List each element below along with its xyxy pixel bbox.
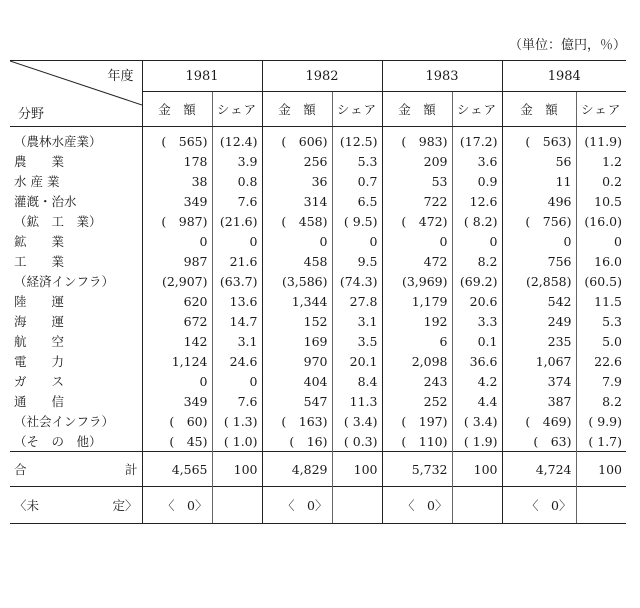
amount-cell: 970 <box>262 351 332 371</box>
amount-cell: ( 45) <box>142 431 212 452</box>
amount-cell: 314 <box>262 191 332 211</box>
share-cell: (60.5) <box>576 271 626 291</box>
amount-cell: 404 <box>262 371 332 391</box>
share-cell: 0 <box>576 231 626 251</box>
amount-header: 金 額 <box>262 92 332 127</box>
row-label: ガ ス <box>14 374 65 389</box>
amount-cell: 209 <box>382 151 452 171</box>
share-cell: (12.5) <box>332 127 382 152</box>
row-label: （社会インフラ） <box>14 414 115 429</box>
amount-cell: 472 <box>382 251 452 271</box>
amount-cell: ( 110) <box>382 431 452 452</box>
share-cell: 0 <box>212 231 262 251</box>
table-row <box>10 211 626 231</box>
amount-cell: 0 <box>142 231 212 251</box>
share-header: シェア <box>212 92 262 127</box>
share-cell: 0.8 <box>212 171 262 191</box>
row-label: 陸 運 <box>14 294 65 309</box>
amount-cell: 〈 0〉 <box>142 487 212 524</box>
amount-cell: 53 <box>382 171 452 191</box>
amount-header: 金 額 <box>382 92 452 127</box>
table-row <box>10 191 626 211</box>
amount-cell: 152 <box>262 311 332 331</box>
share-cell: 0 <box>332 231 382 251</box>
share-cell: ( 0.3) <box>332 431 382 452</box>
share-cell: 3.9 <box>212 151 262 171</box>
share-cell <box>452 487 502 524</box>
table-row <box>10 127 626 152</box>
amount-cell: 672 <box>142 311 212 331</box>
unit-note: （単位：億円，％） <box>508 38 626 53</box>
share-cell: (63.7) <box>212 271 262 291</box>
amount-cell: ( 469) <box>502 411 576 431</box>
share-cell: (11.9) <box>576 127 626 152</box>
amount-cell: 38 <box>142 171 212 191</box>
share-cell: 0 <box>452 231 502 251</box>
corner-header-cell <box>10 61 142 127</box>
share-cell: 5.0 <box>576 331 626 351</box>
year-header: 1984 <box>502 61 626 92</box>
amount-cell: ( 458) <box>262 211 332 231</box>
share-cell: 14.7 <box>212 311 262 331</box>
share-cell: 27.8 <box>332 291 382 311</box>
amount-cell: (3,969) <box>382 271 452 291</box>
share-cell: 3.3 <box>452 311 502 331</box>
amount-cell: ( 60) <box>142 411 212 431</box>
share-cell: 7.9 <box>576 371 626 391</box>
amount-cell: 142 <box>142 331 212 351</box>
share-cell: 0.1 <box>452 331 502 351</box>
amount-cell: 987 <box>142 251 212 271</box>
row-label: 灌漑・治水 <box>14 194 77 209</box>
share-cell: 16.0 <box>576 251 626 271</box>
share-cell: (74.3) <box>332 271 382 291</box>
undecided-label-left: 〈未 <box>14 498 40 513</box>
undecided-row <box>10 487 626 524</box>
table-row <box>10 431 626 452</box>
share-cell: 5.3 <box>576 311 626 331</box>
table-row <box>10 251 626 271</box>
amount-cell: ( 63) <box>502 431 576 452</box>
share-cell: 8.2 <box>576 391 626 411</box>
field-axis-label: 分野 <box>18 107 45 122</box>
share-cell: ( 1.3) <box>212 411 262 431</box>
share-cell: 8.4 <box>332 371 382 391</box>
table-row <box>10 291 626 311</box>
share-cell: 1.2 <box>576 151 626 171</box>
year-header: 1981 <box>142 61 262 92</box>
amount-cell: ( 16) <box>262 431 332 452</box>
year-axis-label: 年度 <box>107 69 134 84</box>
total-label-right: 計 <box>124 462 138 477</box>
share-cell: 8.2 <box>452 251 502 271</box>
table-row <box>10 151 626 171</box>
table-row <box>10 351 626 371</box>
undecided-label <box>10 487 142 524</box>
share-cell: 100 <box>332 452 382 487</box>
amount-cell: 387 <box>502 391 576 411</box>
share-cell: (12.4) <box>212 127 262 152</box>
table-row <box>10 231 626 251</box>
amount-cell: 542 <box>502 291 576 311</box>
amount-header: 金 額 <box>142 92 212 127</box>
amount-cell: 496 <box>502 191 576 211</box>
row-label: （経済インフラ） <box>14 274 115 289</box>
amount-cell: ( 756) <box>502 211 576 231</box>
row-label: 工 業 <box>14 254 65 269</box>
share-cell: ( 1.0) <box>212 431 262 452</box>
year-header: 1983 <box>382 61 502 92</box>
row-label: 電 力 <box>14 354 65 369</box>
share-cell <box>332 487 382 524</box>
amount-header: 金 額 <box>502 92 576 127</box>
amount-cell: 252 <box>382 391 452 411</box>
share-cell: ( 8.2) <box>452 211 502 231</box>
share-cell: ( 3.4) <box>452 411 502 431</box>
share-cell: 4.4 <box>452 391 502 411</box>
amount-cell: 1,067 <box>502 351 576 371</box>
amount-cell: 249 <box>502 311 576 331</box>
amount-cell: 0 <box>262 231 332 251</box>
share-cell: 21.6 <box>212 251 262 271</box>
amount-cell: 0 <box>502 231 576 251</box>
share-cell: 100 <box>212 452 262 487</box>
amount-cell: 169 <box>262 331 332 351</box>
amount-cell: 56 <box>502 151 576 171</box>
amount-cell: 4,829 <box>262 452 332 487</box>
amount-cell: 4,565 <box>142 452 212 487</box>
table-row <box>10 311 626 331</box>
share-cell: ( 9.5) <box>332 211 382 231</box>
share-cell: 4.2 <box>452 371 502 391</box>
row-label: 鉱 業 <box>14 234 65 249</box>
row-label: 農 業 <box>14 154 65 169</box>
share-cell: 3.6 <box>452 151 502 171</box>
share-cell: 100 <box>576 452 626 487</box>
share-cell: 10.5 <box>576 191 626 211</box>
amount-cell: 0 <box>142 371 212 391</box>
share-cell: 0 <box>212 371 262 391</box>
share-cell <box>212 487 262 524</box>
amount-cell: 11 <box>502 171 576 191</box>
amount-cell: 235 <box>502 331 576 351</box>
amount-cell: 5,732 <box>382 452 452 487</box>
amount-cell: 1,124 <box>142 351 212 371</box>
amount-cell: ( 163) <box>262 411 332 431</box>
amount-cell: 36 <box>262 171 332 191</box>
share-cell: 6.5 <box>332 191 382 211</box>
amount-cell: 349 <box>142 391 212 411</box>
amount-cell: 547 <box>262 391 332 411</box>
share-cell: (69.2) <box>452 271 502 291</box>
amount-cell: (2,858) <box>502 271 576 291</box>
share-cell: 11.3 <box>332 391 382 411</box>
share-cell: 7.6 <box>212 191 262 211</box>
row-label: 航 空 <box>14 334 65 349</box>
table-row <box>10 271 626 291</box>
amount-cell: 6 <box>382 331 452 351</box>
amount-cell: 458 <box>262 251 332 271</box>
table-row <box>10 411 626 431</box>
share-header: シェア <box>332 92 382 127</box>
amount-cell: ( 565) <box>142 127 212 152</box>
share-cell: 22.6 <box>576 351 626 371</box>
share-cell: 12.6 <box>452 191 502 211</box>
share-cell: ( 1.9) <box>452 431 502 452</box>
share-cell: 0.2 <box>576 171 626 191</box>
share-cell: ( 1.7) <box>576 431 626 452</box>
row-label: 水 産 業 <box>14 174 60 189</box>
share-cell: 9.5 <box>332 251 382 271</box>
amount-cell: ( 197) <box>382 411 452 431</box>
amount-cell: 0 <box>382 231 452 251</box>
share-cell: (17.2) <box>452 127 502 152</box>
amount-cell: (3,586) <box>262 271 332 291</box>
share-header: シェア <box>576 92 626 127</box>
share-cell: 3.1 <box>212 331 262 351</box>
amount-cell: 178 <box>142 151 212 171</box>
amount-cell: 2,098 <box>382 351 452 371</box>
table-row <box>10 391 626 411</box>
share-cell: 7.6 <box>212 391 262 411</box>
amount-cell: 756 <box>502 251 576 271</box>
share-cell: 36.6 <box>452 351 502 371</box>
amount-cell: 243 <box>382 371 452 391</box>
share-cell: 11.5 <box>576 291 626 311</box>
amount-cell: 〈 0〉 <box>382 487 452 524</box>
share-cell: 0.9 <box>452 171 502 191</box>
share-cell: 5.3 <box>332 151 382 171</box>
odA-allocation-table <box>10 60 626 524</box>
amount-cell: 722 <box>382 191 452 211</box>
amount-cell: 374 <box>502 371 576 391</box>
amount-cell: ( 987) <box>142 211 212 231</box>
amount-cell: 〈 0〉 <box>262 487 332 524</box>
share-cell: 3.5 <box>332 331 382 351</box>
row-label: （農林水産業） <box>14 134 102 149</box>
share-cell: (16.0) <box>576 211 626 231</box>
total-label-left: 合 <box>14 462 27 477</box>
amount-cell: 349 <box>142 191 212 211</box>
table-row <box>10 171 626 191</box>
share-cell: 100 <box>452 452 502 487</box>
share-cell: 3.1 <box>332 311 382 331</box>
total-label <box>10 452 142 487</box>
share-cell: 20.1 <box>332 351 382 371</box>
amount-cell: 1,344 <box>262 291 332 311</box>
share-cell <box>576 487 626 524</box>
row-label: （そ の 他） <box>14 434 102 449</box>
share-cell: (21.6) <box>212 211 262 231</box>
year-header: 1982 <box>262 61 382 92</box>
amount-cell: 620 <box>142 291 212 311</box>
share-cell: ( 9.9) <box>576 411 626 431</box>
table-row <box>10 331 626 351</box>
amount-cell: 192 <box>382 311 452 331</box>
amount-cell: ( 563) <box>502 127 576 152</box>
amount-cell: 256 <box>262 151 332 171</box>
row-label: （鉱 工 業） <box>14 214 102 229</box>
row-label: 通 信 <box>14 394 65 409</box>
share-cell: 20.6 <box>452 291 502 311</box>
share-cell: 13.6 <box>212 291 262 311</box>
share-cell: 24.6 <box>212 351 262 371</box>
amount-cell: ( 983) <box>382 127 452 152</box>
amount-cell: 1,179 <box>382 291 452 311</box>
amount-cell: ( 472) <box>382 211 452 231</box>
row-label: 海 運 <box>14 314 65 329</box>
share-header: シェア <box>452 92 502 127</box>
table-row <box>10 371 626 391</box>
amount-cell: ( 606) <box>262 127 332 152</box>
total-row <box>10 452 626 487</box>
amount-cell: 4,724 <box>502 452 576 487</box>
share-cell: ( 3.4) <box>332 411 382 431</box>
amount-cell: (2,907) <box>142 271 212 291</box>
amount-cell: 〈 0〉 <box>502 487 576 524</box>
undecided-label-right: 定〉 <box>112 498 138 513</box>
share-cell: 0.7 <box>332 171 382 191</box>
